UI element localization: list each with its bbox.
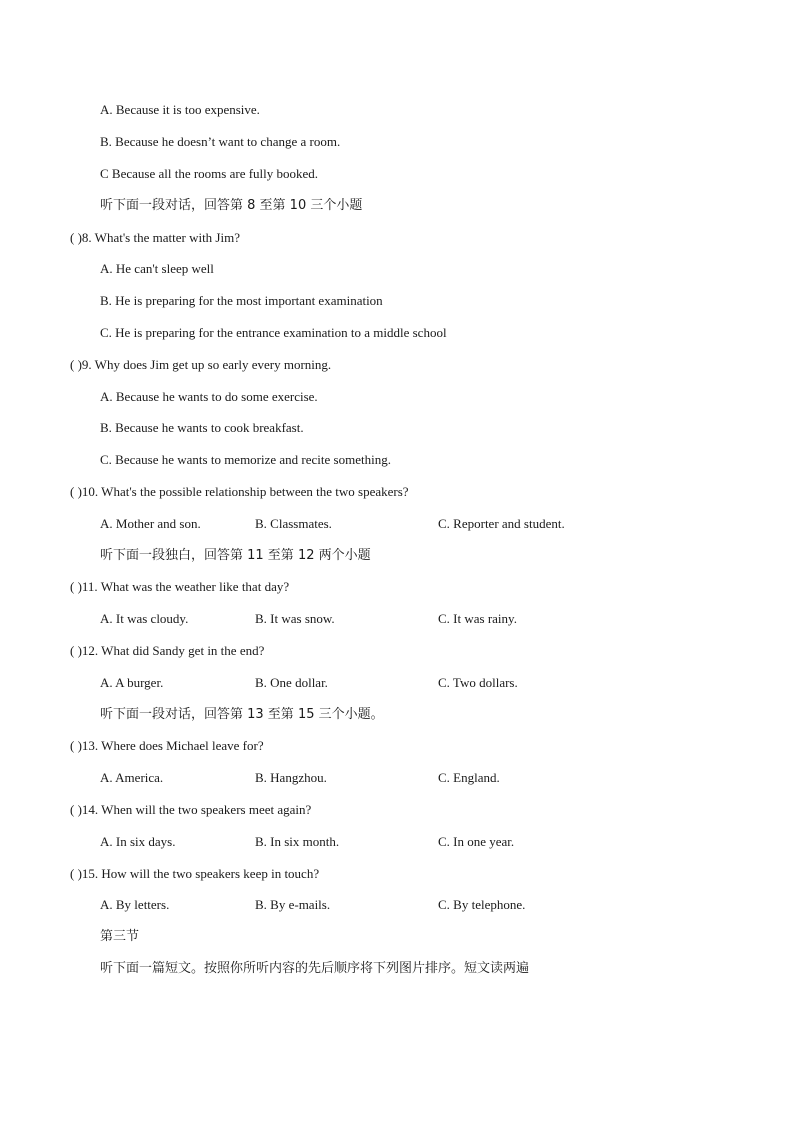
q12-option-a: A. A burger. xyxy=(100,675,164,690)
q10-option-c: C. Reporter and student. xyxy=(438,516,565,531)
q15-option-c: C. By telephone. xyxy=(438,897,526,912)
q13-stem: ( )13. Where does Michael leave for? xyxy=(70,738,264,753)
q9-option-a: A. Because he wants to do some exercise. xyxy=(100,389,318,404)
q9-stem: ( )9. Why does Jim get up so early every morning. xyxy=(70,357,332,372)
q9-option-b: B. Because he wants to cook breakfast. xyxy=(100,420,304,435)
q7-option-c: C Because all the rooms are fully booked. xyxy=(100,166,319,181)
section-heading-8-10: 听下面一段对话，回答第 8 至第 10 三个小题 xyxy=(100,198,363,213)
q10-option-a: A. Mother and son. xyxy=(100,516,201,531)
q7-option-b: B. Because he doesn’t want to change a room. xyxy=(100,134,341,149)
q12-stem: ( )12. What did Sandy get in the end? xyxy=(70,643,265,658)
q11-option-b: B. It was snow. xyxy=(255,611,335,626)
q14-stem: ( )14. When will the two speakers meet again? xyxy=(70,802,312,817)
q9-option-c: C. Because he wants to memorize and recite something. xyxy=(100,452,391,467)
section-heading-11-12: 听下面一段独白，回答第 11 至第 12 两个小题 xyxy=(100,548,371,563)
q11-option-c: C. It was rainy. xyxy=(438,611,517,626)
q12-option-c: C. Two dollars. xyxy=(438,675,518,690)
q8-option-b: B. He is preparing for the most important examination xyxy=(100,293,383,308)
q14-option-c: C. In one year. xyxy=(438,834,515,849)
q8-option-a: A. He can't sleep well xyxy=(100,261,214,276)
q15-option-a: A. By letters. xyxy=(100,897,170,912)
q14-option-a: A. In six days. xyxy=(100,834,176,849)
q13-option-a: A. America. xyxy=(100,770,164,785)
q8-stem: ( )8. What's the matter with Jim? xyxy=(70,230,240,245)
q13-option-c: C. England. xyxy=(438,770,500,785)
section-heading-13-15: 听下面一段对话，回答第 13 至第 15 三个小题。 xyxy=(100,707,384,722)
q11-stem: ( )11. What was the weather like that day? xyxy=(70,579,290,594)
q11-option-a: A. It was cloudy. xyxy=(100,611,189,626)
section-3-instruction: 听下面一篇短文。按照你所听内容的先后顺序将下列图片排序。短文读两遍 xyxy=(100,961,530,976)
q13-option-b: B. Hangzhou. xyxy=(255,770,327,785)
q8-option-c: C. He is preparing for the entrance examination to a middle school xyxy=(100,325,447,340)
q14-option-b: B. In six month. xyxy=(255,834,340,849)
q10-option-b: B. Classmates. xyxy=(255,516,332,531)
section-3-title: 第三节 xyxy=(100,929,140,944)
q7-option-a: A. Because it is too expensive. xyxy=(100,102,260,117)
q12-option-b: B. One dollar. xyxy=(255,675,328,690)
q15-option-b: B. By e-mails. xyxy=(255,897,331,912)
q10-stem: ( )10. What's the possible relationship between the two speakers? xyxy=(70,484,409,499)
q15-stem: ( )15. How will the two speakers keep in touch? xyxy=(70,866,320,881)
